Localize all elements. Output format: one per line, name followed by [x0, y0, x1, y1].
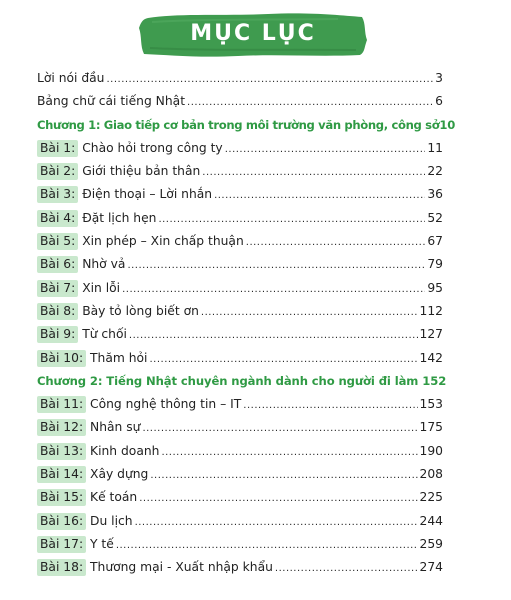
- page-number: 22: [427, 164, 443, 179]
- toc-row[interactable]: [37, 327, 443, 350]
- table-of-contents: [37, 71, 456, 584]
- lesson-number-badge: Bài 11:: [37, 396, 86, 413]
- lesson-number-badge: Bài 4:: [37, 210, 78, 227]
- page-number: 95: [427, 280, 443, 295]
- lesson-title: Nhân sự: [90, 420, 141, 435]
- toc-row[interactable]: [37, 281, 443, 304]
- dot-leader: [246, 237, 426, 248]
- lesson-title: Bày tỏ lòng biết ơn: [82, 303, 199, 318]
- page-number: 112: [419, 303, 443, 318]
- page-number: 67: [427, 234, 443, 249]
- page-number: 274: [419, 560, 443, 575]
- lesson-number-badge: Bài 3:: [37, 186, 78, 203]
- toc-entry-title: [37, 537, 114, 551]
- toc-entry-title: Bảng chữ cái tiếng Nhật: [37, 94, 186, 109]
- lesson-number-badge: Bài 12:: [37, 419, 86, 436]
- dot-leader: [275, 563, 418, 574]
- lesson-title: Kinh doanh: [90, 443, 160, 458]
- toc-entry-title: [37, 304, 199, 318]
- toc-chapter-row[interactable]: [37, 117, 456, 141]
- title-banner: [138, 10, 368, 58]
- dot-leader: [187, 97, 433, 108]
- toc-entry-title: [37, 351, 147, 365]
- toc-row[interactable]: [37, 351, 443, 374]
- dot-leader: [243, 400, 417, 411]
- toc-entry-title: [37, 467, 148, 481]
- page-number: 190: [419, 443, 443, 458]
- page-number: 11: [427, 140, 443, 155]
- page-number: 6: [435, 94, 443, 109]
- lesson-title: Công nghệ thông tin – IT: [90, 397, 242, 412]
- lesson-number-badge: Bài 18:: [37, 559, 86, 576]
- dot-leader: [150, 470, 417, 481]
- dot-leader: [106, 74, 433, 85]
- lesson-number-badge: Bài 1:: [37, 140, 78, 157]
- lesson-title: Du lịch: [90, 513, 133, 528]
- page-number: 175: [419, 420, 443, 435]
- toc-entry-title: [37, 234, 244, 248]
- lesson-title: Đặt lịch hẹn: [82, 210, 157, 225]
- toc-row[interactable]: [37, 187, 443, 210]
- page-number: 10: [439, 117, 456, 132]
- dot-leader: [161, 447, 417, 458]
- toc-row[interactable]: [37, 420, 443, 443]
- toc-entry-title: [37, 281, 120, 295]
- toc-row[interactable]: [37, 257, 443, 280]
- lesson-number-badge: Bài 7:: [37, 280, 78, 297]
- lesson-title: Điện thoại – Lời nhắn: [82, 187, 213, 202]
- dot-leader: [127, 260, 425, 271]
- toc-chapter-row[interactable]: [37, 373, 447, 397]
- page-number: 208: [419, 467, 443, 482]
- lesson-title: Chào hỏi trong công ty: [82, 140, 223, 155]
- toc-row[interactable]: [37, 234, 443, 257]
- lesson-number-badge: Bài 10:: [37, 350, 86, 367]
- lesson-title: Xin phép – Xin chấp thuận: [82, 234, 244, 249]
- lesson-number-badge: Bài 2:: [37, 163, 78, 180]
- lesson-title: Xây dựng: [90, 467, 149, 482]
- lesson-number-badge: Bài 13:: [37, 443, 86, 460]
- dot-leader: [142, 423, 417, 434]
- toc-entry-title: [37, 257, 125, 271]
- dot-leader: [214, 190, 425, 201]
- dot-leader: [201, 307, 418, 318]
- page-number: 244: [419, 513, 443, 528]
- page-number: 52: [427, 210, 443, 225]
- toc-row[interactable]: [37, 537, 443, 560]
- toc-row[interactable]: [37, 490, 443, 513]
- dot-leader: [149, 354, 417, 365]
- page-number: 3: [435, 71, 443, 85]
- toc-entry-title: Chương 2: Tiếng Nhật chuyên ngành dành cho người đi làm: [37, 373, 419, 388]
- lesson-number-badge: Bài 6:: [37, 256, 78, 273]
- toc-entry-title: [37, 514, 133, 528]
- dot-leader: [122, 284, 425, 295]
- page-number: 259: [419, 536, 443, 551]
- page-number: 127: [419, 327, 443, 342]
- toc-entry-title: [37, 490, 137, 504]
- toc-entry-title: [37, 327, 127, 341]
- page-number: 36: [427, 187, 443, 202]
- page-number: 79: [427, 257, 443, 272]
- toc-entry-title: [37, 397, 241, 411]
- dot-leader: [129, 330, 418, 341]
- dot-leader: [139, 493, 417, 504]
- toc-row[interactable]: [37, 94, 443, 117]
- toc-entry-title: [37, 187, 212, 201]
- toc-row[interactable]: [37, 514, 443, 537]
- toc-entry-title: [37, 164, 200, 178]
- lesson-title: Thương mại - Xuất nhập khẩu: [90, 560, 273, 575]
- toc-entry-title: [37, 211, 156, 225]
- lesson-number-badge: Bài 17:: [37, 536, 86, 553]
- lesson-number-badge: Bài 5:: [37, 233, 78, 250]
- page-number: 152: [422, 373, 447, 388]
- toc-row[interactable]: [37, 304, 443, 327]
- dot-leader: [202, 167, 425, 178]
- dot-leader: [116, 540, 418, 551]
- toc-entry-title: [37, 141, 223, 155]
- lesson-title: Kế toán: [90, 490, 138, 505]
- lesson-number-badge: Bài 9:: [37, 326, 78, 343]
- page-number: 225: [419, 490, 443, 505]
- page-title: MỤC LỤC: [190, 21, 316, 46]
- lesson-title: Xin lỗi: [82, 280, 121, 295]
- toc-row[interactable]: [37, 444, 443, 467]
- lesson-title: Nhờ vả: [82, 257, 126, 272]
- toc-entry-title: Lời nói đầu: [37, 71, 105, 85]
- lesson-title: Từ chối: [82, 327, 127, 342]
- dot-leader: [225, 144, 426, 155]
- toc-entry-title: [37, 444, 159, 458]
- dot-leader: [135, 517, 418, 528]
- toc-row[interactable]: [37, 141, 443, 164]
- lesson-title: Y tế: [90, 536, 114, 551]
- dot-leader: [158, 214, 425, 225]
- lesson-title: Thăm hỏi: [90, 350, 148, 365]
- page-number: 142: [419, 350, 443, 365]
- lesson-number-badge: Bài 14:: [37, 466, 86, 483]
- toc-row[interactable]: [37, 467, 443, 490]
- lesson-number-badge: Bài 16:: [37, 513, 86, 530]
- toc-row[interactable]: [37, 560, 443, 583]
- toc-row[interactable]: [37, 164, 443, 187]
- lesson-title: Giới thiệu bản thân: [82, 164, 201, 179]
- lesson-number-badge: Bài 8:: [37, 303, 78, 320]
- toc-entry-title: Chương 1: Giao tiếp cơ bản trong môi trường văn phòng, công sở: [37, 117, 440, 132]
- toc-entry-title: [37, 560, 273, 574]
- toc-entry-title: [37, 420, 140, 434]
- toc-row[interactable]: [37, 211, 443, 234]
- page-number: 153: [419, 397, 443, 412]
- toc-row[interactable]: [37, 397, 443, 420]
- lesson-number-badge: Bài 15:: [37, 489, 86, 506]
- toc-row[interactable]: [37, 71, 443, 94]
